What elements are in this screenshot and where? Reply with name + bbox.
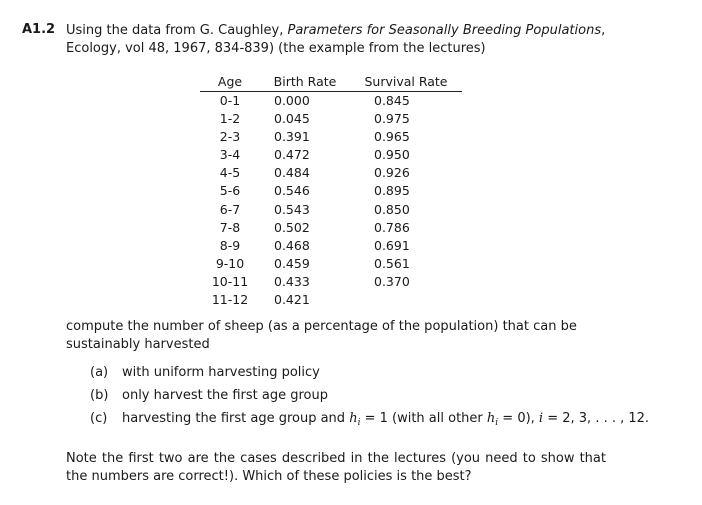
table-row xyxy=(200,291,462,309)
cell-survival: 0.975 xyxy=(374,111,410,127)
cell-survival: 0.895 xyxy=(374,183,410,199)
table-row xyxy=(200,273,462,291)
table-body xyxy=(200,92,462,310)
table-row xyxy=(200,146,462,164)
item-text-prefix: harvesting the first age group and xyxy=(122,411,350,426)
cell-birth: 0.546 xyxy=(274,183,310,199)
cell-birth: 0.468 xyxy=(274,237,310,253)
cell-birth: 0.045 xyxy=(274,111,310,127)
item-text: with uniform harvesting policy xyxy=(122,365,320,380)
item-tag: (c) xyxy=(90,411,108,426)
table-row xyxy=(200,110,462,128)
cell-age: 10-11 xyxy=(211,273,249,289)
compute-text: compute the number of sheep (as a percentage of the population) that can be sustainably harvested xyxy=(66,319,577,352)
intro-prefix: Using the data from G. Caughley, xyxy=(66,23,288,38)
table-header-row xyxy=(200,73,462,92)
cell-age: 3-4 xyxy=(219,147,241,163)
cell-survival: 0.370 xyxy=(374,273,410,289)
math-range: = 2, 3, . . . , 12. xyxy=(543,411,650,426)
problem-block xyxy=(22,22,622,58)
cell-survival: 0.926 xyxy=(374,165,410,181)
cell-birth: 0.472 xyxy=(274,147,310,163)
cell-survival: 0.561 xyxy=(374,255,410,271)
cell-age: 2-3 xyxy=(219,129,241,145)
table-row xyxy=(200,237,462,255)
item-tag: (b) xyxy=(90,388,109,403)
list-item xyxy=(90,384,649,407)
list-item xyxy=(90,361,649,384)
intro-title: Parameters for Seasonally Breeding Populations xyxy=(287,23,602,38)
table-row xyxy=(200,164,462,182)
cell-age: 0-1 xyxy=(219,93,241,108)
cell-birth: 0.000 xyxy=(274,93,310,108)
cell-age: 6-7 xyxy=(219,201,241,217)
cell-birth: 0.391 xyxy=(274,129,310,145)
cell-survival: 0.691 xyxy=(374,237,410,253)
table-row xyxy=(200,201,462,219)
cell-age: 4-5 xyxy=(219,165,241,181)
math-sub-i: i xyxy=(357,418,361,428)
cell-age: 7-8 xyxy=(219,219,241,235)
cell-survival: 0.786 xyxy=(374,219,410,235)
list-item xyxy=(90,407,649,435)
item-tag: (a) xyxy=(90,365,109,380)
cell-survival: 0.845 xyxy=(374,93,410,108)
header-birth-rate: Birth Rate xyxy=(273,74,337,89)
cell-survival: 0.950 xyxy=(374,147,410,163)
table-row xyxy=(200,92,462,111)
cell-survival xyxy=(350,291,462,309)
math-sub-i-2: i xyxy=(495,418,499,428)
table-row xyxy=(200,182,462,200)
cell-survival: 0.850 xyxy=(374,201,410,217)
cell-birth: 0.484 xyxy=(274,165,310,181)
math-i: i xyxy=(538,411,544,426)
cell-birth: 0.502 xyxy=(274,219,310,235)
math-eq: = 1 (with all other xyxy=(360,411,487,426)
cell-birth: 0.459 xyxy=(274,255,310,271)
intro-suffix: , Ecology, vol 48, 1967, 834-839) (the example from the lectures) xyxy=(66,23,606,56)
cell-age: 5-6 xyxy=(219,183,241,199)
problem-intro xyxy=(66,22,622,58)
math-h-2: h xyxy=(486,411,496,426)
cell-birth: 0.421 xyxy=(274,292,310,308)
problem-label: A1.2 xyxy=(22,22,56,37)
cell-birth: 0.433 xyxy=(274,273,310,289)
table-row xyxy=(200,219,462,237)
table-row xyxy=(200,255,462,273)
note-text: Note the first two are the cases described in the lectures (you need to show that the numbers are correct!). Which of these policies is the best? xyxy=(66,451,606,484)
item-text: only harvest the first age group xyxy=(122,388,328,403)
cell-birth: 0.543 xyxy=(274,201,310,217)
policy-list xyxy=(90,361,649,435)
rates-table xyxy=(200,73,462,309)
header-age: Age xyxy=(217,74,243,89)
cell-age: 9-10 xyxy=(215,255,245,271)
cell-survival: 0.965 xyxy=(374,129,410,145)
math-tail: = 0), xyxy=(498,411,539,426)
cell-age: 8-9 xyxy=(219,237,241,253)
math-h: h xyxy=(349,411,358,426)
cell-age: 1-2 xyxy=(219,111,241,127)
cell-age: 11-12 xyxy=(211,292,249,308)
header-survival-rate: Survival Rate xyxy=(364,74,448,89)
table-row xyxy=(200,128,462,146)
